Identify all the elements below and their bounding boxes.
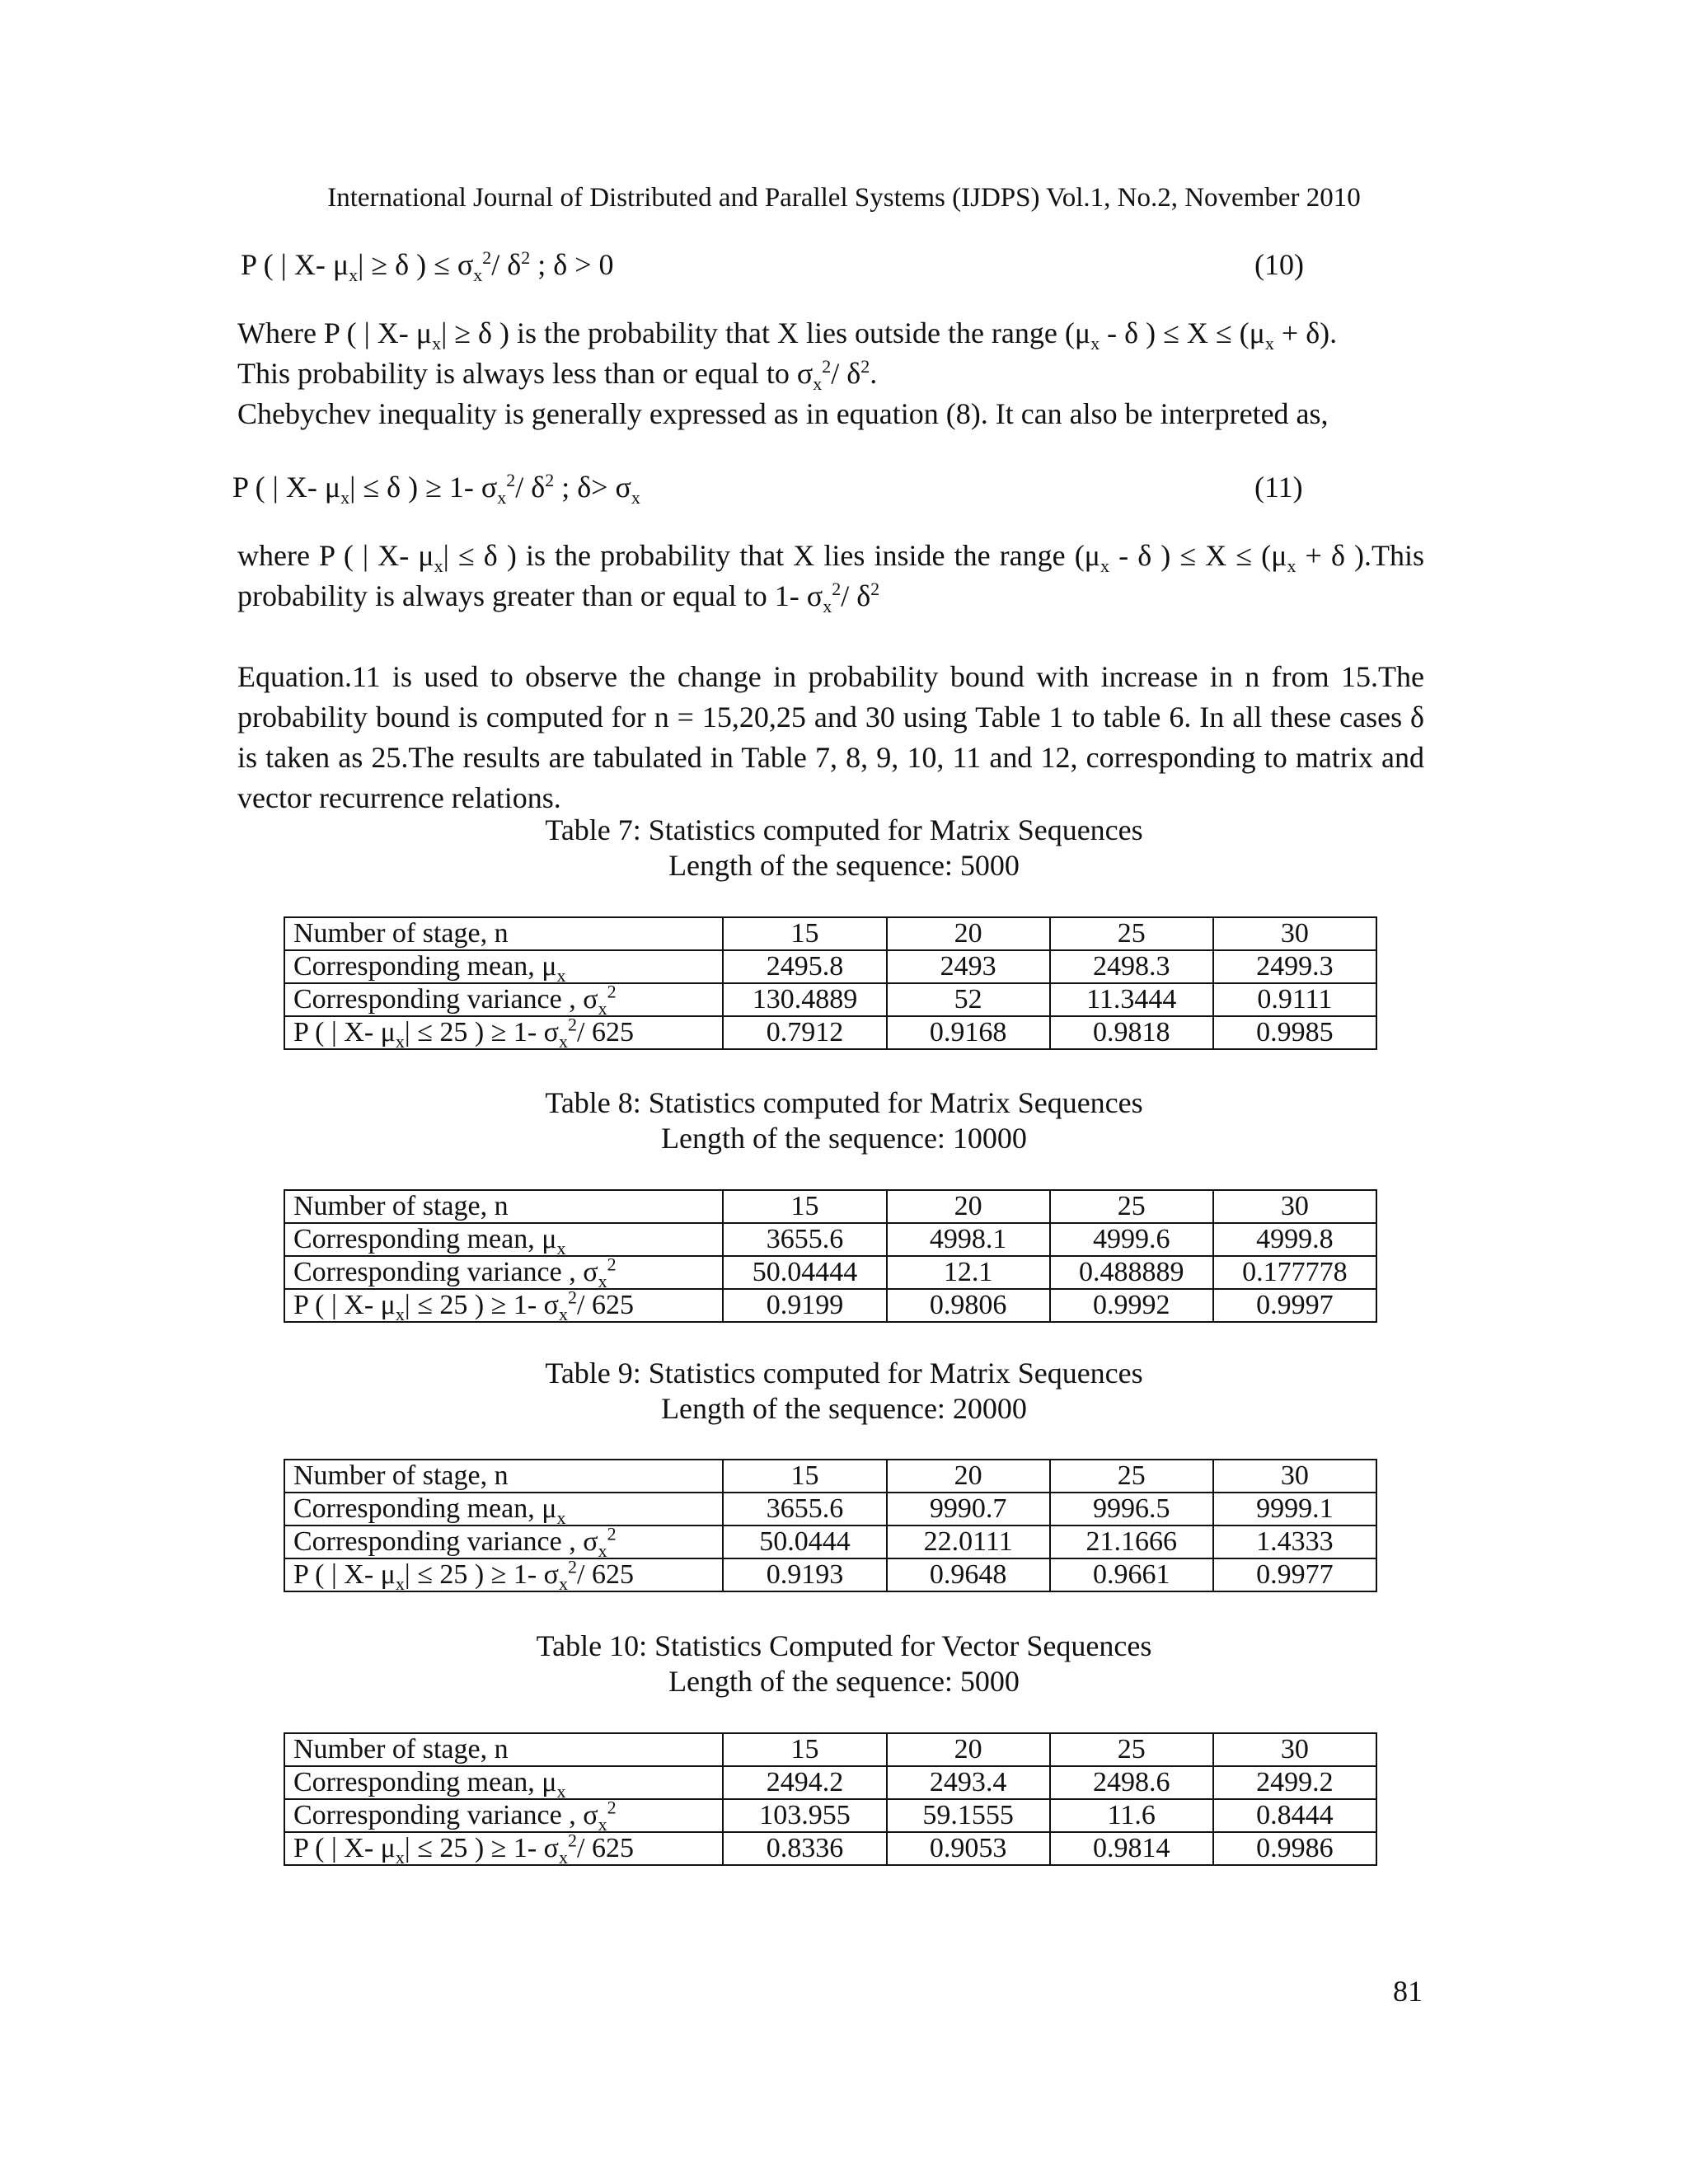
table-cell: 2493.4	[887, 1766, 1050, 1799]
table-cell: 2498.6	[1050, 1766, 1213, 1799]
table-cell: 25	[1050, 1733, 1213, 1766]
table-row	[284, 1256, 1376, 1289]
row-label-variance: Corresponding variance , $\sigma_x^2$	[284, 1799, 723, 1832]
table-row	[284, 1493, 1376, 1526]
paragraph-outside-range: Where P ( | X- $\mu_x| \ge \delta$ ) is the probability that X lies outside the range ($\mu_x$ - δ ) ≤ $X \le (\mu_x + \delta)$. This probability is always less than or equal to $\sigma_x^2/$ $\delta^2$. Chebychev inequality is generally expressed as in equation (8). It can also be interpreted as,	[237, 316, 1338, 430]
table-cell: 52	[887, 983, 1050, 1016]
table-cell: 0.9168	[887, 1016, 1050, 1049]
table-cell: 103.955	[723, 1799, 886, 1832]
table-cell: 21.1666	[1050, 1526, 1213, 1558]
paragraph-equation-11-usage: Equation.11 is used to observe the change in probability bound with increase in n from 15.The probability bound is computed for n = 15,20,25 and 30 using Table 1 to table 6. In all these cases δ is taken as 25.The results are tabulated in Table 7, 8, 9, 10, 11 and 12, corresponding to matrix and vector recurrence relations.	[237, 660, 1424, 814]
table-cell: 30	[1213, 1460, 1376, 1493]
table-cell: 0.9977	[1213, 1558, 1376, 1591]
row-label-probability: P ( | X- $\mu_x| \le 25$ ) ≥ 1- $\sigma_x^2/$ 625	[284, 1558, 723, 1591]
table-cell: 0.9992	[1050, 1289, 1213, 1322]
table-cell: 25	[1050, 1460, 1213, 1493]
table-9-title: Table 9: Statistics computed for Matrix Sequences	[545, 1357, 1143, 1390]
journal-header: International Journal of Distributed and Parallel Systems (IJDPS) Vol.1, No.2, November 2010	[327, 183, 1361, 213]
table-7-subtitle: Length of the sequence: 5000	[668, 849, 1020, 882]
table-cell: 9999.1	[1213, 1493, 1376, 1526]
table-cell: 15	[723, 917, 886, 950]
table-cell: 2498.3	[1050, 950, 1213, 983]
table-cell: 0.7912	[723, 1016, 886, 1049]
row-label-probability: P ( | X- $\mu_x| \le 25$ ) ≥ 1- $\sigma_x^2/$ 625	[284, 1289, 723, 1322]
table-10-title: Table 10: Statistics Computed for Vector Sequences	[536, 1629, 1152, 1662]
page-number: 81	[1393, 1975, 1423, 2008]
table-cell: 59.1555	[887, 1799, 1050, 1832]
table-row	[284, 1190, 1376, 1223]
table-cell: 20	[887, 1190, 1050, 1223]
table-cell: 3655.6	[723, 1223, 886, 1256]
table-cell: 30	[1213, 1733, 1376, 1766]
table-cell: 0.9648	[887, 1558, 1050, 1591]
table-cell: 0.177778	[1213, 1256, 1376, 1289]
table-cell: 2494.2	[723, 1766, 886, 1799]
equation-10: P ( | X- $\mu_x| \ge \delta$ ) ≤ $\sigma_x^2/$ $\delta^2$ ; δ > 0	[241, 247, 614, 286]
table-cell: 12.1	[887, 1256, 1050, 1289]
table-7	[284, 916, 1377, 1050]
table-cell: 0.9814	[1050, 1832, 1213, 1865]
table-cell: 1.4333	[1213, 1526, 1376, 1558]
table-cell: 2493	[887, 950, 1050, 983]
row-label-stage: Number of stage, n	[284, 1190, 723, 1223]
table-cell: 0.9661	[1050, 1558, 1213, 1591]
table-9-subtitle: Length of the sequence: 20000	[661, 1392, 1027, 1425]
table-row	[284, 983, 1376, 1016]
table-row	[284, 950, 1376, 983]
table-cell: 0.9806	[887, 1289, 1050, 1322]
table-9	[284, 1459, 1377, 1592]
row-label-mean: Corresponding mean, $\mu_x$	[284, 950, 723, 983]
table-row	[284, 1016, 1376, 1049]
row-label-stage: Number of stage, n	[284, 1733, 723, 1766]
table-row	[284, 1460, 1376, 1493]
table-row	[284, 1223, 1376, 1256]
table-cell: 30	[1213, 917, 1376, 950]
table-8-title: Table 8: Statistics computed for Matrix Sequences	[545, 1086, 1143, 1119]
table-cell: 25	[1050, 1190, 1213, 1223]
table-cell: 20	[887, 1460, 1050, 1493]
table-7-title: Table 7: Statistics computed for Matrix Sequences	[545, 813, 1143, 846]
row-label-probability: P ( | X- $\mu_x| \le 25$ ) ≥ 1- $\sigma_x^2/$ 625	[284, 1016, 723, 1049]
table-cell: 0.8336	[723, 1832, 886, 1865]
row-label-stage: Number of stage, n	[284, 1460, 723, 1493]
table-cell: 0.9199	[723, 1289, 886, 1322]
table-cell: 15	[723, 1190, 886, 1223]
table-cell: 0.9818	[1050, 1016, 1213, 1049]
table-cell: 50.0444	[723, 1526, 886, 1558]
table-cell: 130.4889	[723, 983, 886, 1016]
table-row	[284, 1766, 1376, 1799]
table-cell: 30	[1213, 1190, 1376, 1223]
table-cell: 0.8444	[1213, 1799, 1376, 1832]
table-cell: 0.9986	[1213, 1832, 1376, 1865]
table-10-subtitle: Length of the sequence: 5000	[668, 1665, 1020, 1698]
table-cell: 3655.6	[723, 1493, 886, 1526]
table-row	[284, 1526, 1376, 1558]
row-label-variance: Corresponding variance , $\sigma_x^2$	[284, 983, 723, 1016]
table-cell: 9996.5	[1050, 1493, 1213, 1526]
equation-11: P ( | X- $\mu_x| \le \delta$ ) ≥ 1- $\sigma_x^2/$ $\delta^2$ ; $\delta> \sigma_x$	[232, 470, 640, 509]
table-cell: 50.04444	[723, 1256, 886, 1289]
table-cell: 20	[887, 1733, 1050, 1766]
table-cell: 9990.7	[887, 1493, 1050, 1526]
table-cell: 11.6	[1050, 1799, 1213, 1832]
equation-11-number: (11)	[1254, 471, 1303, 504]
table-cell: 11.3444	[1050, 983, 1213, 1016]
table-cell: 15	[723, 1460, 886, 1493]
table-cell: 0.9111	[1213, 983, 1376, 1016]
table-row	[284, 1832, 1376, 1865]
table-cell: 0.9997	[1213, 1289, 1376, 1322]
row-label-mean: Corresponding mean, $\mu_x$	[284, 1493, 723, 1526]
table-cell: 25	[1050, 917, 1213, 950]
table-cell: 4998.1	[887, 1223, 1050, 1256]
row-label-mean: Corresponding mean, $\mu_x$	[284, 1223, 723, 1256]
row-label-variance: Corresponding variance , $\sigma_x^2$	[284, 1256, 723, 1289]
paragraph-inside-range: where P ( | X- $\mu_x| \le \delta$ ) is the probability that X lies inside the range ($\mu_x$ - δ ) ≤ $X \le (\mu_x + \delta$ ).This probability is always greater than or equal to 1- $\sigma_x^2/$ $\delta^2$	[237, 539, 1425, 617]
table-cell: 2495.8	[723, 950, 886, 983]
table-10	[284, 1732, 1377, 1866]
table-cell: 20	[887, 917, 1050, 950]
table-row	[284, 917, 1376, 950]
table-cell: 4999.6	[1050, 1223, 1213, 1256]
table-cell: 2499.2	[1213, 1766, 1376, 1799]
table-8-subtitle: Length of the sequence: 10000	[661, 1122, 1027, 1155]
table-cell: 4999.8	[1213, 1223, 1376, 1256]
row-label-probability: P ( | X- $\mu_x| \le 25$ ) ≥ 1- $\sigma_x^2/$ 625	[284, 1832, 723, 1865]
table-row	[284, 1289, 1376, 1322]
table-cell: 0.9053	[887, 1832, 1050, 1865]
equation-10-number: (10)	[1254, 248, 1304, 281]
table-cell: 22.0111	[887, 1526, 1050, 1558]
table-row	[284, 1799, 1376, 1832]
table-cell: 0.9985	[1213, 1016, 1376, 1049]
row-label-mean: Corresponding mean, $\mu_x$	[284, 1766, 723, 1799]
table-row	[284, 1733, 1376, 1766]
table-cell: 15	[723, 1733, 886, 1766]
table-cell: 0.9193	[723, 1558, 886, 1591]
table-cell: 2499.3	[1213, 950, 1376, 983]
row-label-stage: Number of stage, n	[284, 917, 723, 950]
row-label-variance: Corresponding variance , $\sigma_x^2$	[284, 1526, 723, 1558]
table-row	[284, 1558, 1376, 1591]
table-cell: 0.488889	[1050, 1256, 1213, 1289]
table-8	[284, 1189, 1377, 1323]
